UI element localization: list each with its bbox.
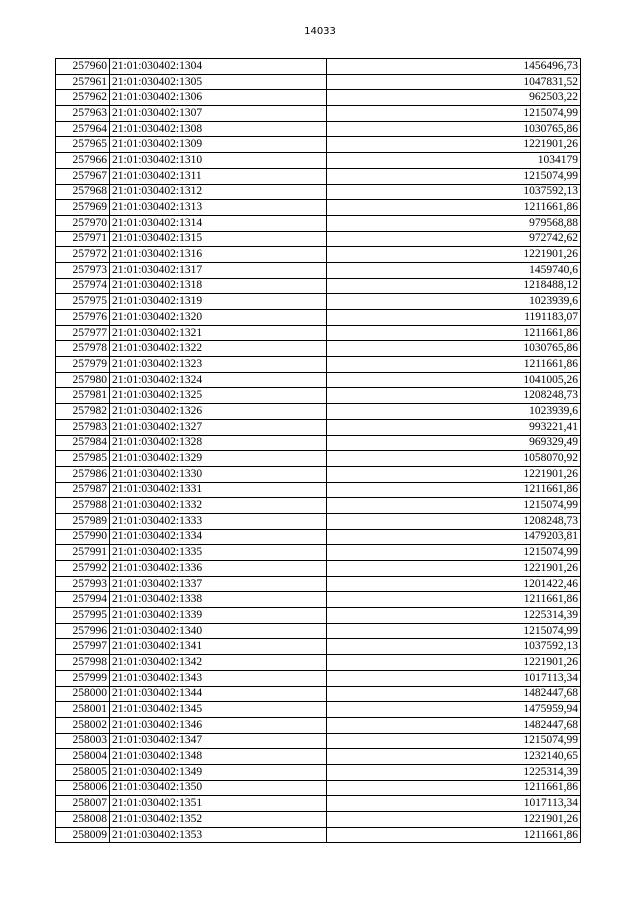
cadastral-value: 1208248,73: [327, 388, 581, 404]
row-number: 257999: [56, 670, 110, 686]
cadastral-number: 21:01:030402:1329: [110, 451, 327, 467]
cadastral-value: 1201422,46: [327, 576, 581, 592]
cadastral-value: 1215074,99: [327, 168, 581, 184]
cadastral-number: 21:01:030402:1334: [110, 529, 327, 545]
cadastral-number: 21:01:030402:1321: [110, 325, 327, 341]
table-row: [56, 749, 581, 765]
cadastral-number: 21:01:030402:1343: [110, 670, 327, 686]
table-body: [56, 59, 581, 843]
cadastral-value: 1037592,13: [327, 639, 581, 655]
table-row: [56, 200, 581, 216]
row-number: 257968: [56, 184, 110, 200]
cadastral-value: 1221901,26: [327, 247, 581, 263]
cadastral-number: 21:01:030402:1344: [110, 686, 327, 702]
row-number: 257974: [56, 278, 110, 294]
cadastral-number: 21:01:030402:1352: [110, 812, 327, 828]
table-row: [56, 90, 581, 106]
table-row: [56, 341, 581, 357]
row-number: 257987: [56, 482, 110, 498]
table-row: [56, 451, 581, 467]
row-number: 258002: [56, 717, 110, 733]
cadastral-value: 1221901,26: [327, 466, 581, 482]
cadastral-value: 1215074,99: [327, 545, 581, 561]
cadastral-number: 21:01:030402:1309: [110, 137, 327, 153]
table-row: [56, 294, 581, 310]
row-number: 257994: [56, 592, 110, 608]
table-row: [56, 278, 581, 294]
cadastral-value: 1482447,68: [327, 686, 581, 702]
row-number: 257998: [56, 655, 110, 671]
cadastral-value: 1211661,86: [327, 780, 581, 796]
cadastral-value: 1225314,39: [327, 608, 581, 624]
table-row: [56, 262, 581, 278]
cadastral-value: 1221901,26: [327, 137, 581, 153]
row-number: 257980: [56, 372, 110, 388]
cadastral-value: 1023939,6: [327, 404, 581, 420]
cadastral-value: 1456496,73: [327, 59, 581, 75]
row-number: 258008: [56, 812, 110, 828]
cadastral-number: 21:01:030402:1327: [110, 419, 327, 435]
cadastral-value: 1211661,86: [327, 482, 581, 498]
table-row: [56, 812, 581, 828]
table-row: [56, 576, 581, 592]
table-row: [56, 513, 581, 529]
row-number: 257971: [56, 231, 110, 247]
cadastral-number: 21:01:030402:1336: [110, 561, 327, 577]
cadastral-value: 1225314,39: [327, 764, 581, 780]
row-number: 258004: [56, 749, 110, 765]
page-number: 14033: [304, 26, 336, 37]
row-number: 257973: [56, 262, 110, 278]
cadastral-number: 21:01:030402:1337: [110, 576, 327, 592]
row-number: 258006: [56, 780, 110, 796]
row-number: 257982: [56, 404, 110, 420]
row-number: 257985: [56, 451, 110, 467]
table-row: [56, 780, 581, 796]
table-row: [56, 686, 581, 702]
cadastral-number: 21:01:030402:1323: [110, 357, 327, 373]
row-number: 257976: [56, 310, 110, 326]
table-row: [56, 153, 581, 169]
table-row: [56, 702, 581, 718]
table-row: [56, 388, 581, 404]
cadastral-value: 1215074,99: [327, 106, 581, 122]
cadastral-value: 1030765,86: [327, 121, 581, 137]
cadastral-value: 1208248,73: [327, 513, 581, 529]
cadastral-value: 1232140,65: [327, 749, 581, 765]
table-row: [56, 357, 581, 373]
table-row: [56, 184, 581, 200]
cadastral-number: 21:01:030402:1322: [110, 341, 327, 357]
cadastral-number: 21:01:030402:1353: [110, 827, 327, 843]
table-row: [56, 121, 581, 137]
cadastral-number: 21:01:030402:1351: [110, 796, 327, 812]
row-number: 258005: [56, 764, 110, 780]
table-row: [56, 592, 581, 608]
row-number: 257979: [56, 357, 110, 373]
cadastral-number: 21:01:030402:1304: [110, 59, 327, 75]
cadastral-value: 1221901,26: [327, 655, 581, 671]
table-row: [56, 639, 581, 655]
table-row: [56, 670, 581, 686]
cadastral-value: 1211661,86: [327, 357, 581, 373]
row-number: 257997: [56, 639, 110, 655]
row-number: 257965: [56, 137, 110, 153]
cadastral-value: 1482447,68: [327, 717, 581, 733]
table-row: [56, 482, 581, 498]
table-row: [56, 466, 581, 482]
cadastral-value: 1215074,99: [327, 733, 581, 749]
cadastral-number: 21:01:030402:1316: [110, 247, 327, 263]
cadastral-value: 1221901,26: [327, 812, 581, 828]
cadastral-number: 21:01:030402:1308: [110, 121, 327, 137]
cadastral-value: 1037592,13: [327, 184, 581, 200]
table-row: [56, 498, 581, 514]
row-number: 258001: [56, 702, 110, 718]
table-row: [56, 623, 581, 639]
cadastral-value: 1479203,81: [327, 529, 581, 545]
table-row: [56, 545, 581, 561]
cadastral-value: 1023939,6: [327, 294, 581, 310]
cadastral-value: 1017113,34: [327, 796, 581, 812]
cadastral-number: 21:01:030402:1307: [110, 106, 327, 122]
row-number: 257977: [56, 325, 110, 341]
cadastral-number: 21:01:030402:1325: [110, 388, 327, 404]
cadastral-value: 1475959,94: [327, 702, 581, 718]
table-row: [56, 827, 581, 843]
row-number: 257967: [56, 168, 110, 184]
cadastral-number: 21:01:030402:1348: [110, 749, 327, 765]
cadastral-number: 21:01:030402:1350: [110, 780, 327, 796]
row-number: 258007: [56, 796, 110, 812]
row-number: 257986: [56, 466, 110, 482]
cadastral-number: 21:01:030402:1345: [110, 702, 327, 718]
cadastral-number: 21:01:030402:1340: [110, 623, 327, 639]
table-row: [56, 529, 581, 545]
cadastral-value: 1215074,99: [327, 498, 581, 514]
cadastral-number: 21:01:030402:1320: [110, 310, 327, 326]
row-number: 257972: [56, 247, 110, 263]
cadastral-value: 1041005,26: [327, 372, 581, 388]
table-row: [56, 717, 581, 733]
cadastral-value: 1211661,86: [327, 325, 581, 341]
cadastral-value: 1459740,6: [327, 262, 581, 278]
row-number: 257996: [56, 623, 110, 639]
cadastral-number: 21:01:030402:1347: [110, 733, 327, 749]
cadastral-number: 21:01:030402:1324: [110, 372, 327, 388]
row-number: 257961: [56, 74, 110, 90]
cadastral-value: 1030765,86: [327, 341, 581, 357]
cadastral-number: 21:01:030402:1326: [110, 404, 327, 420]
table-row: [56, 247, 581, 263]
cadastral-number: 21:01:030402:1339: [110, 608, 327, 624]
row-number: 257978: [56, 341, 110, 357]
table-row: [56, 372, 581, 388]
cadastral-number: 21:01:030402:1305: [110, 74, 327, 90]
table-row: [56, 796, 581, 812]
table-row: [56, 59, 581, 75]
cadastral-number: 21:01:030402:1310: [110, 153, 327, 169]
table-row: [56, 137, 581, 153]
cadastral-number: 21:01:030402:1318: [110, 278, 327, 294]
cadastral-number: 21:01:030402:1332: [110, 498, 327, 514]
cadastral-number: 21:01:030402:1328: [110, 435, 327, 451]
table-row: [56, 419, 581, 435]
cadastral-number: 21:01:030402:1311: [110, 168, 327, 184]
row-number: 257993: [56, 576, 110, 592]
cadastral-number: 21:01:030402:1319: [110, 294, 327, 310]
row-number: 257990: [56, 529, 110, 545]
table-row: [56, 215, 581, 231]
cadastral-number: 21:01:030402:1335: [110, 545, 327, 561]
cadastral-number: 21:01:030402:1312: [110, 184, 327, 200]
row-number: 257988: [56, 498, 110, 514]
cadastral-value-table: [55, 58, 581, 843]
cadastral-number: 21:01:030402:1349: [110, 764, 327, 780]
cadastral-value: 1058070,92: [327, 451, 581, 467]
cadastral-value: 1215074,99: [327, 623, 581, 639]
row-number: 257981: [56, 388, 110, 404]
row-number: 257960: [56, 59, 110, 75]
row-number: 257966: [56, 153, 110, 169]
cadastral-number: 21:01:030402:1306: [110, 90, 327, 106]
table-row: [56, 655, 581, 671]
cadastral-number: 21:01:030402:1331: [110, 482, 327, 498]
row-number: 257962: [56, 90, 110, 106]
cadastral-value: 1034179: [327, 153, 581, 169]
cadastral-number: 21:01:030402:1313: [110, 200, 327, 216]
row-number: 258009: [56, 827, 110, 843]
row-number: 257969: [56, 200, 110, 216]
table-row: [56, 733, 581, 749]
cadastral-value: 972742,62: [327, 231, 581, 247]
row-number: 257991: [56, 545, 110, 561]
row-number: 257984: [56, 435, 110, 451]
cadastral-value: 1211661,86: [327, 200, 581, 216]
cadastral-value: 1211661,86: [327, 827, 581, 843]
table-row: [56, 435, 581, 451]
row-number: 257992: [56, 561, 110, 577]
table-row: [56, 404, 581, 420]
table-row: [56, 608, 581, 624]
row-number: 257970: [56, 215, 110, 231]
cadastral-number: 21:01:030402:1338: [110, 592, 327, 608]
row-number: 257995: [56, 608, 110, 624]
cadastral-value: 1047831,52: [327, 74, 581, 90]
cadastral-number: 21:01:030402:1342: [110, 655, 327, 671]
cadastral-number: 21:01:030402:1315: [110, 231, 327, 247]
row-number: 257983: [56, 419, 110, 435]
cadastral-value: 979568,88: [327, 215, 581, 231]
row-number: 258003: [56, 733, 110, 749]
cadastral-number: 21:01:030402:1314: [110, 215, 327, 231]
cadastral-number: 21:01:030402:1333: [110, 513, 327, 529]
table-row: [56, 74, 581, 90]
cadastral-value: 1211661,86: [327, 592, 581, 608]
cadastral-value: 1221901,26: [327, 561, 581, 577]
table-row: [56, 325, 581, 341]
row-number: 257989: [56, 513, 110, 529]
table-row: [56, 106, 581, 122]
cadastral-value: 1017113,34: [327, 670, 581, 686]
cadastral-value: 993221,41: [327, 419, 581, 435]
cadastral-value: 1191183,07: [327, 310, 581, 326]
row-number: 258000: [56, 686, 110, 702]
table-row: [56, 561, 581, 577]
row-number: 257963: [56, 106, 110, 122]
cadastral-number: 21:01:030402:1317: [110, 262, 327, 278]
table-row: [56, 231, 581, 247]
cadastral-value: 962503,22: [327, 90, 581, 106]
cadastral-number: 21:01:030402:1341: [110, 639, 327, 655]
cadastral-value: 969329,49: [327, 435, 581, 451]
cadastral-value: 1218488,12: [327, 278, 581, 294]
table-row: [56, 764, 581, 780]
table-row: [56, 168, 581, 184]
row-number: 257975: [56, 294, 110, 310]
row-number: 257964: [56, 121, 110, 137]
table-row: [56, 310, 581, 326]
cadastral-number: 21:01:030402:1346: [110, 717, 327, 733]
cadastral-number: 21:01:030402:1330: [110, 466, 327, 482]
